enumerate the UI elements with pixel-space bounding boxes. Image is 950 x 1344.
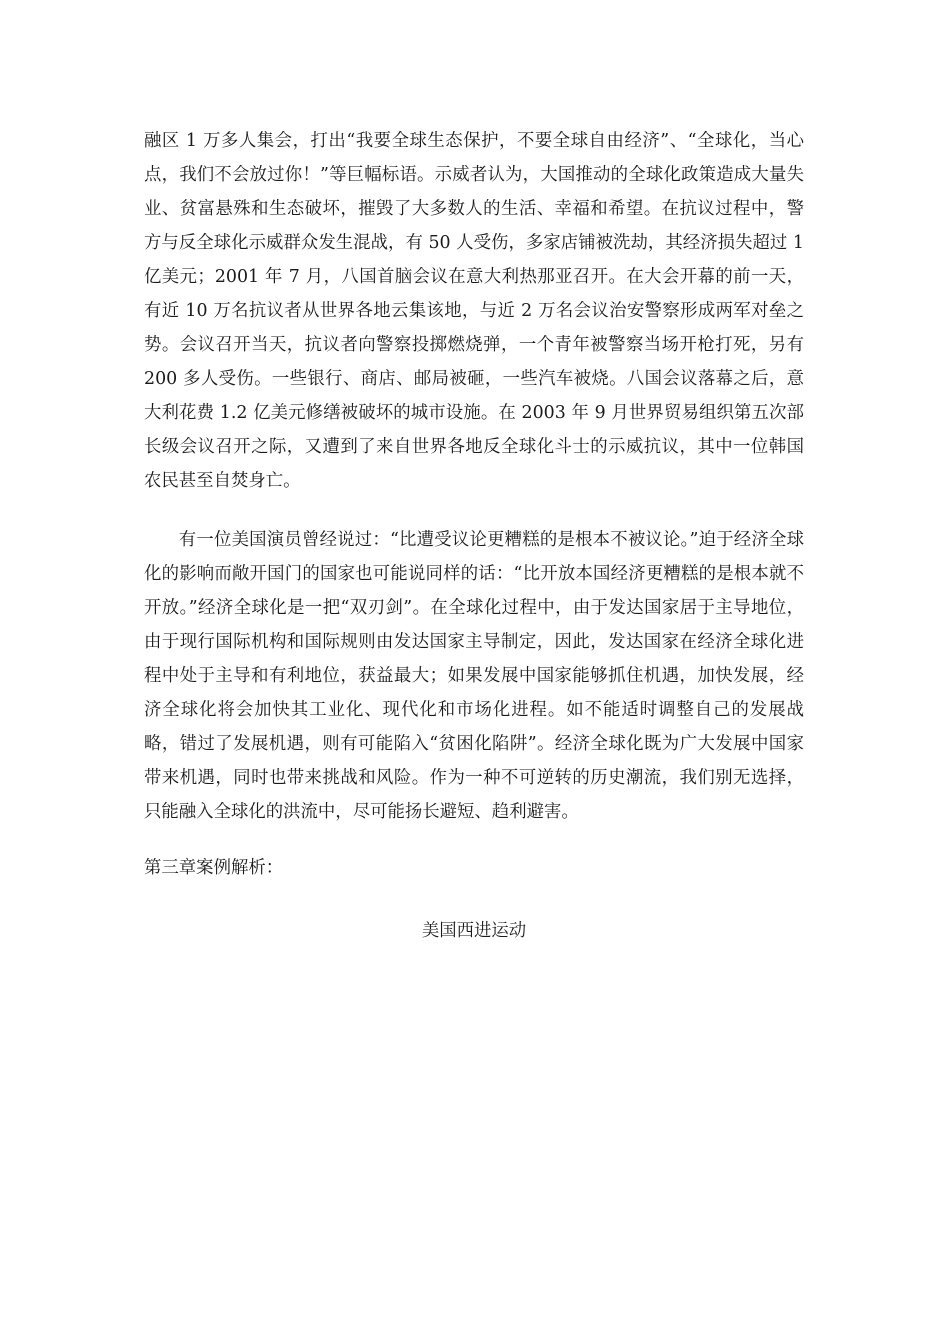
chapter-label: 第三章案例解析： [144,858,284,878]
paragraph-globalization-analysis: 有一位美国演员曾经说过：“比遭受议论更糟糕的是根本不被议论。”迫于经济全球化的影响而敞开国门的国家也可能说同样的话：“比开放本国经济更糟糕的是根本就不开放。”经济全球化是一把“双刃剑”。在全球化过程中，由于发达国家居于主导地位，由于现行国际机构和国际规则由发达国家主导制定，因此，发达国家在经济全球化进程中处于主导和有利地位，获益最大；如果发展中国家能够抓住机遇，加快发展，经济全球化将会加快其工业化、现代化和市场化进程。如不能适时调整自己的发展战略，错过了发展机遇，则有可能陷入“贫困化陷阱”。经济全球化既为广大发展中国家带来机遇，同时也带来挑战和风险。作为一种不可逆转的历史潮流，我们别无选择，只能融入全球化的洪流中，尽可能扬长避短、趋利避害。 [144,530,804,822]
document-body [144,124,804,948]
section-title: 美国西进运动 [421,921,527,941]
paragraph-protests: 融区 1 万多人集会，打出“我要全球生态保护，不要全球自由经济”、“全球化，当心点，我们不会放过你！”等巨幅标语。示威者认为，大国推动的全球化政策造成大量失业、贫富悬殊和生态破坏，摧毁了大多数人的生活、幸福和希望。在抗议过程中，警方与反全球化示威群众发生混战，有 50 人受伤，多家店铺被洗劫，其经济损失超过 1 亿美元；2001 年 7 月，八国首脑会议在意大利热那亚召开。在大会开幕的前一天，有近 10 万名抗议者从世界各地云集该地，与近 2 万名会议治安警察形成两军对垒之势。会议召开当天，抗议者向警察投掷燃烧弹，一个青年被警察当场开枪打死，另有 200 多人受伤。一些银行、商店、邮局被砸，一些汽车被烧。八国会议落幕之后，意大利花费 1.2 亿美元修缮被破坏的城市设施。在 2003 年 9 月世界贸易组织第五次部长级会议召开之际，又遭到了来自世界各地反全球化斗士的示威抗议，其中一位韩国农民甚至自焚身亡。 [144,131,804,491]
